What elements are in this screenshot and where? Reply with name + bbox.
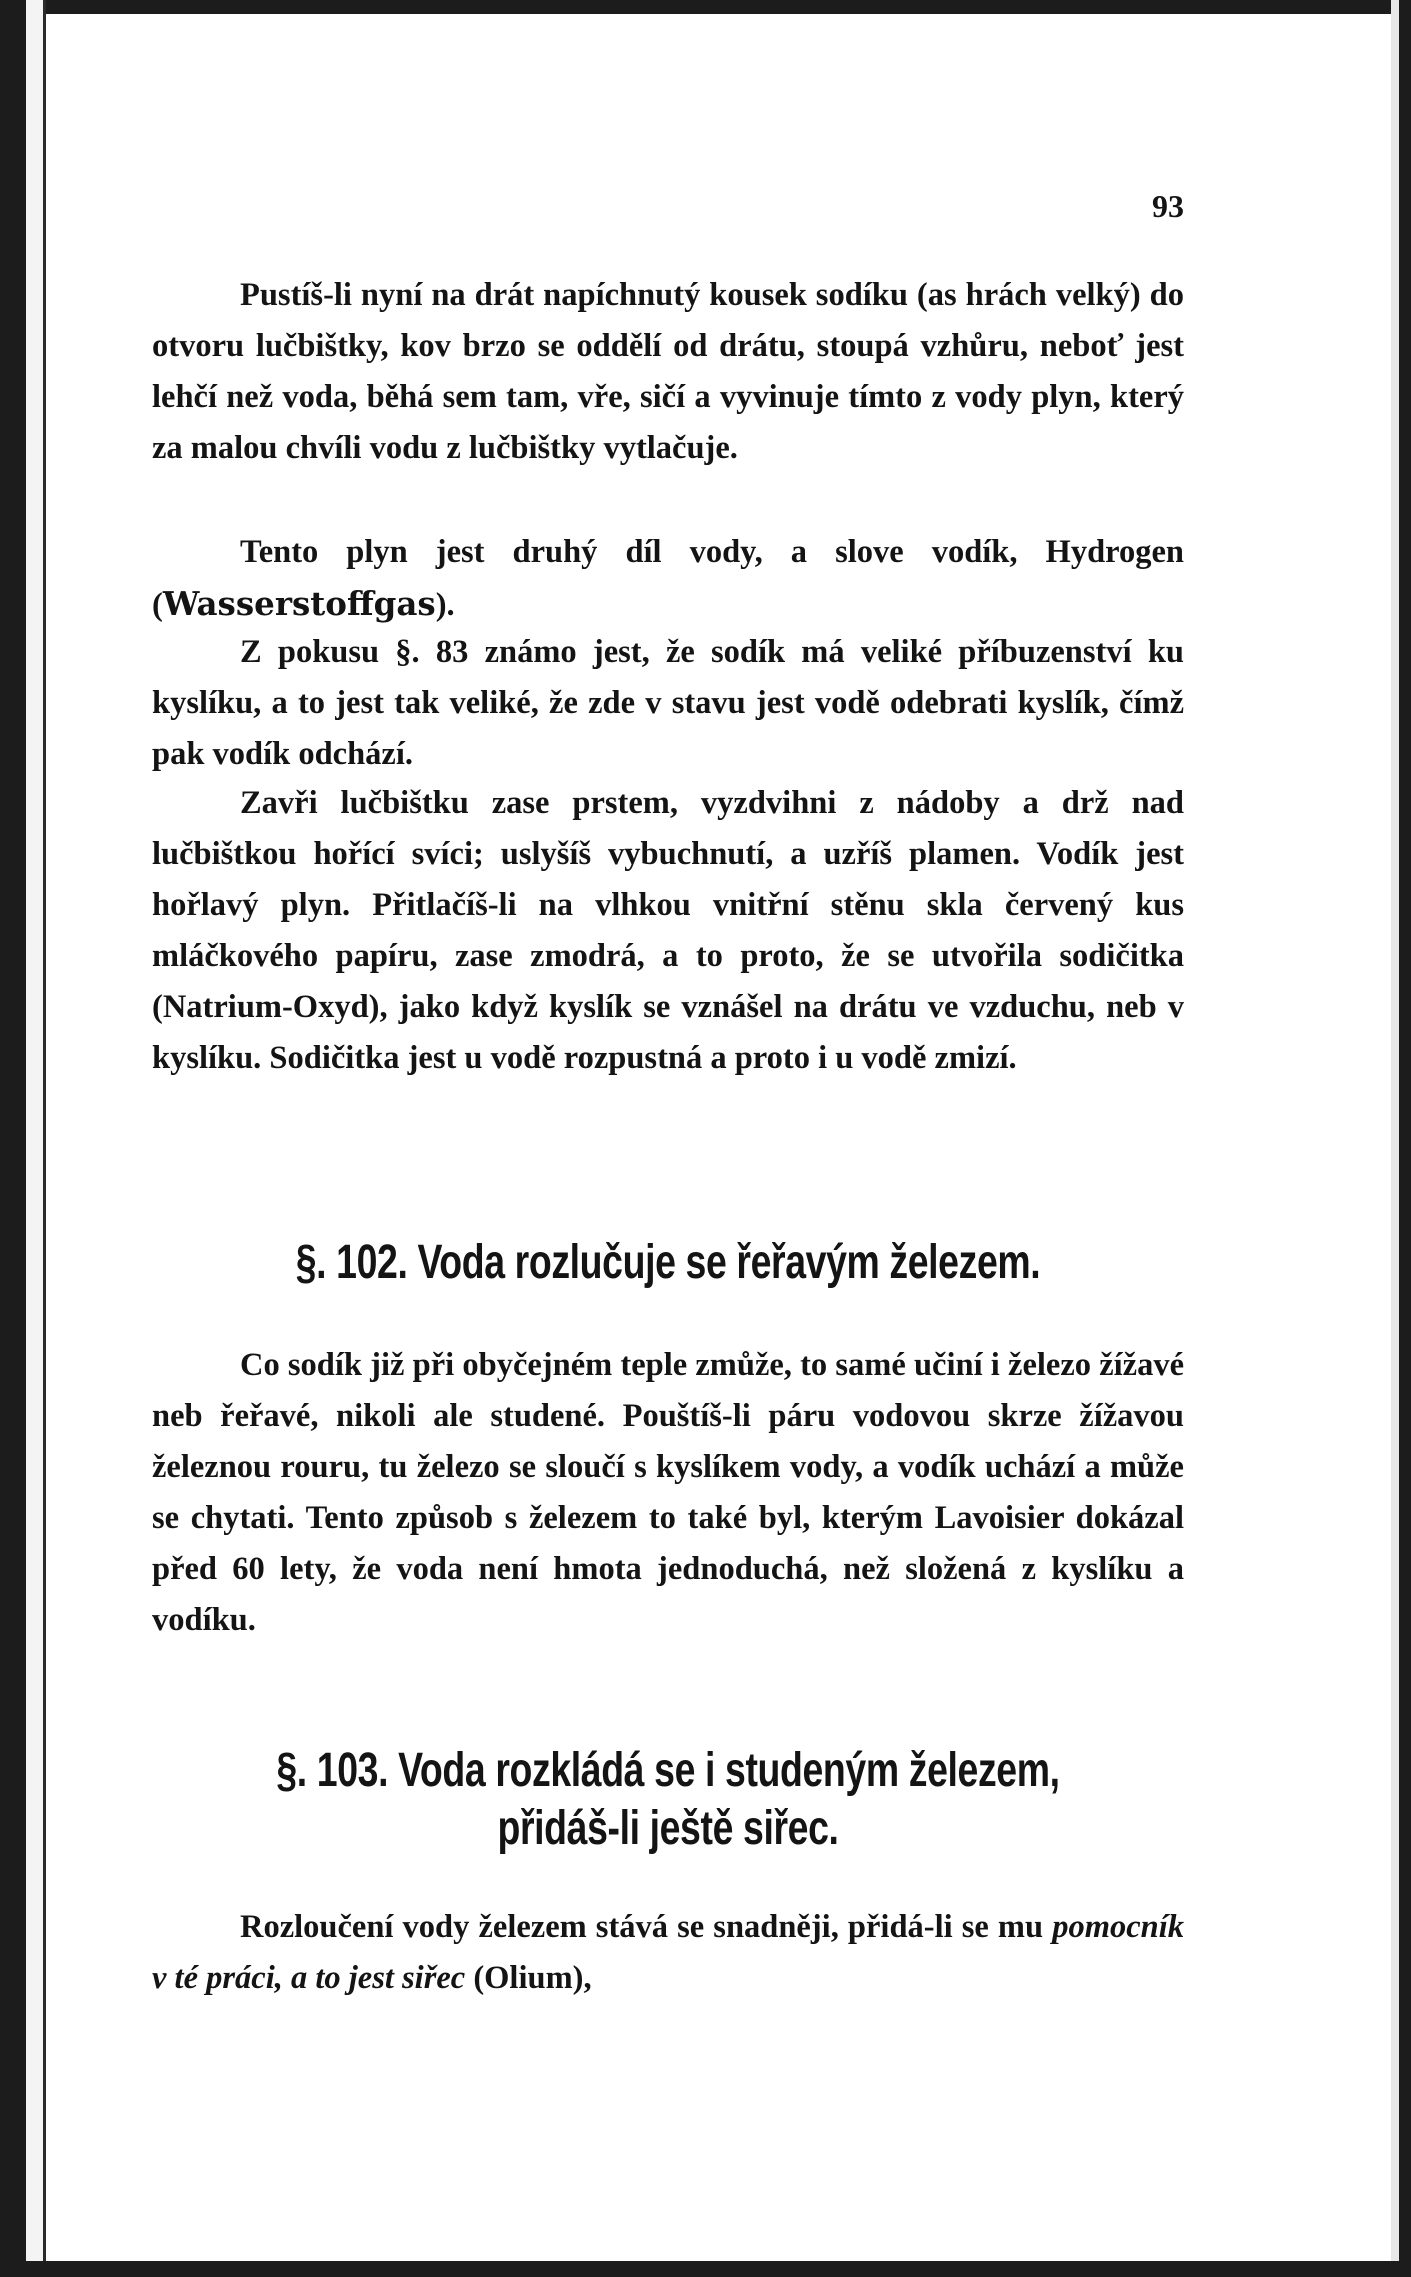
paragraph-text: (Olium), bbox=[465, 1960, 592, 1996]
scan-border-right-inner bbox=[1391, 0, 1399, 2277]
paragraph-text: Tento plyn jest druhý díl vody, a slove vodík, Hydrogen ( bbox=[152, 534, 1184, 623]
section-heading-103: §. 103. Voda rozkládá se i studeným železem, přidáš-li ještě siřec. bbox=[276, 1744, 1060, 1855]
paragraph-text: Zavři lučbištku zase prstem, vyzdvihni z nádoby a drž nad lučbištkou hořící svíci; uslyšíš vybuchnutí, a uzříš plamen. Vodík jest hořlavý plyn. Přitlačíš-li na vlhkou vnitřní stěnu skla červený kus mláčkového papíru, zase zmodrá, a to proto, že se utvořila sodičitka (Natrium-Oxyd), jako když kyslík se vznášel na drátu ve vzduchu, neb v kyslíku. Sodičitka jest u vodě rozpustná a proto i u vodě zmizí. bbox=[152, 785, 1184, 1076]
paragraph-text: Rozloučení vody železem stává se snadněji, přidá-li se mu bbox=[240, 1909, 1053, 1945]
german-term: Wasserstoffgas bbox=[162, 584, 436, 623]
paragraph-affinity bbox=[152, 627, 1184, 780]
paragraph-hot-iron bbox=[152, 1340, 1184, 1646]
paragraph-text: Pustíš-li nyní na drát napíchnutý kousek sodíku (as hrách velký) do otvoru lučbištky, kov brzo se oddělí od drátu, stoupá vzhůru, neboť jest lehčí než voda, běhá sem tam, vře, sičí a vyvinuje tímto z vody plyn, který za malou chvíli vodu z lučbištky vytlačuje. bbox=[152, 277, 1184, 466]
paragraph-text: ). bbox=[435, 587, 455, 623]
section-heading-102: §. 102. Voda rozlučuje se řeřavým železem. bbox=[295, 1236, 1041, 1289]
scan-border-top bbox=[0, 0, 1411, 14]
page-number: 93 bbox=[1152, 188, 1184, 224]
paragraph-text: Co sodík již při obyčejném teple zmůže, to samé učiní i železo žížavé neb řeřavé, nikoli ale studené. Pouštíš-li páru vodovou skrze žížavou železnou rouru, tu železo se sloučí s kyslíkem vody, a vodík uchází a může se chytati. Tento způsob s železem to také byl, kterým Lavoisier dokázal před 60 lety, že voda není hmota jednoduchá, než složená z kyslíku a vodíku. bbox=[152, 1347, 1184, 1638]
scan-border-bottom bbox=[0, 2261, 1411, 2277]
adjacent-page-strip bbox=[26, 0, 46, 2277]
paragraph-text: Z pokusu §. 83 známo jest, že sodík má veliké příbuzenství ku kyslíku, a to jest tak veliké, že zde v stavu jest vodě odebrati kyslík, čímž pak vodík odchází. bbox=[152, 634, 1184, 772]
paragraph-cold-iron bbox=[152, 1902, 1184, 2004]
scan-border-left bbox=[0, 0, 26, 2277]
paragraph-sodium-experiment bbox=[152, 270, 1184, 474]
paragraph-hydrogen bbox=[152, 527, 1184, 631]
scan-border-right bbox=[1399, 0, 1411, 2277]
paragraph-flame-test bbox=[152, 778, 1184, 1084]
italic-phrase: pomocník v té práci, a to jest siřec bbox=[152, 1909, 1184, 1996]
